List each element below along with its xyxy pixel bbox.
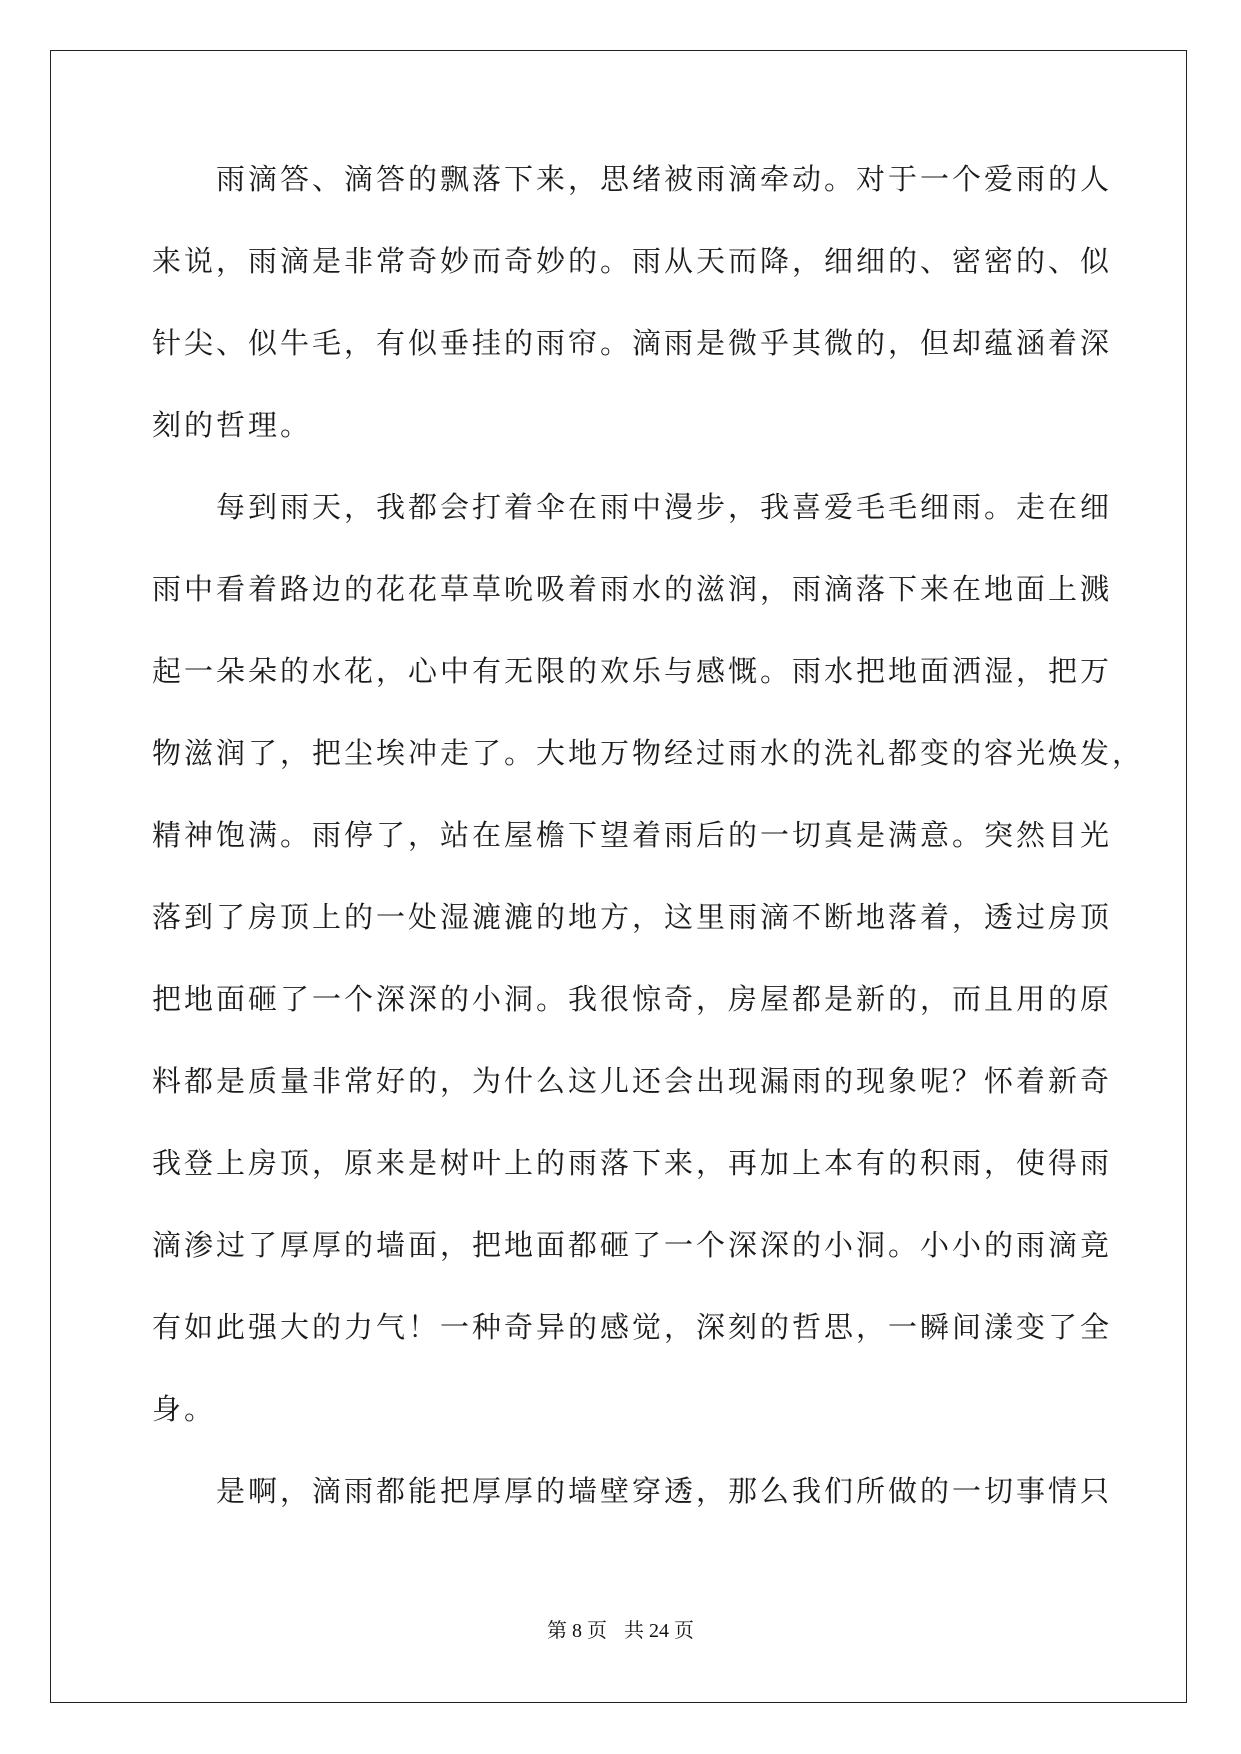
text-line: 有如此强大的力气！一种奇异的感觉，深刻的哲思，一瞬间漾变了全 [152,1310,1113,1344]
text-line: 刻的哲理。 [152,408,313,442]
text-line: 精神饱满。雨停了，站在屋檐下望着雨后的一切真是满意。突然目光 [152,818,1113,852]
text-line: 料都是质量非常好的，为什么这儿还会出现漏雨的现象呢？怀着新奇 [152,1064,1113,1098]
text-line: 是啊，滴雨都能把厚厚的墙壁穿透，那么我们所做的一切事情只 [152,1474,1113,1508]
page-number: 第 8 页 [547,1620,607,1642]
text-line: 针尖、似牛毛，有似垂挂的雨帘。滴雨是微乎其微的，但却蕴涵着深 [152,326,1113,360]
page-footer [0,1614,1241,1643]
text-line: 每到雨天，我都会打着伞在雨中漫步，我喜爱毛毛细雨。走在细 [152,490,1113,524]
text-line: 雨中看着路边的花花草草吮吸着雨水的滋润，雨滴落下来在地面上溅 [152,572,1113,606]
text-line: 把地面砸了一个深深的小洞。我很惊奇，房屋都是新的，而且用的原 [152,982,1113,1016]
page-total: 共 24 页 [624,1620,694,1642]
document-body [152,162,1145,1559]
text-line: 雨滴答、滴答的飘落下来，思绪被雨滴牵动。对于一个爱雨的人 [152,162,1113,196]
text-line: 物滋润了，把尘埃冲走了。大地万物经过雨水的洗礼都变的容光焕发， [152,736,1145,770]
text-line: 起一朵朵的水花，心中有无限的欢乐与感慨。雨水把地面洒湿，把万 [152,654,1113,688]
text-line: 落到了房顶上的一处湿漉漉的地方，这里雨滴不断地落着，透过房顶 [152,900,1113,934]
text-line: 来说，雨滴是非常奇妙而奇妙的。雨从天而降，细细的、密密的、似 [152,244,1113,278]
text-line: 滴渗过了厚厚的墙面，把地面都砸了一个深深的小洞。小小的雨滴竟 [152,1228,1113,1262]
text-line: 身。 [152,1392,217,1426]
text-line: 我登上房顶，原来是树叶上的雨落下来，再加上本有的积雨，使得雨 [152,1146,1113,1180]
